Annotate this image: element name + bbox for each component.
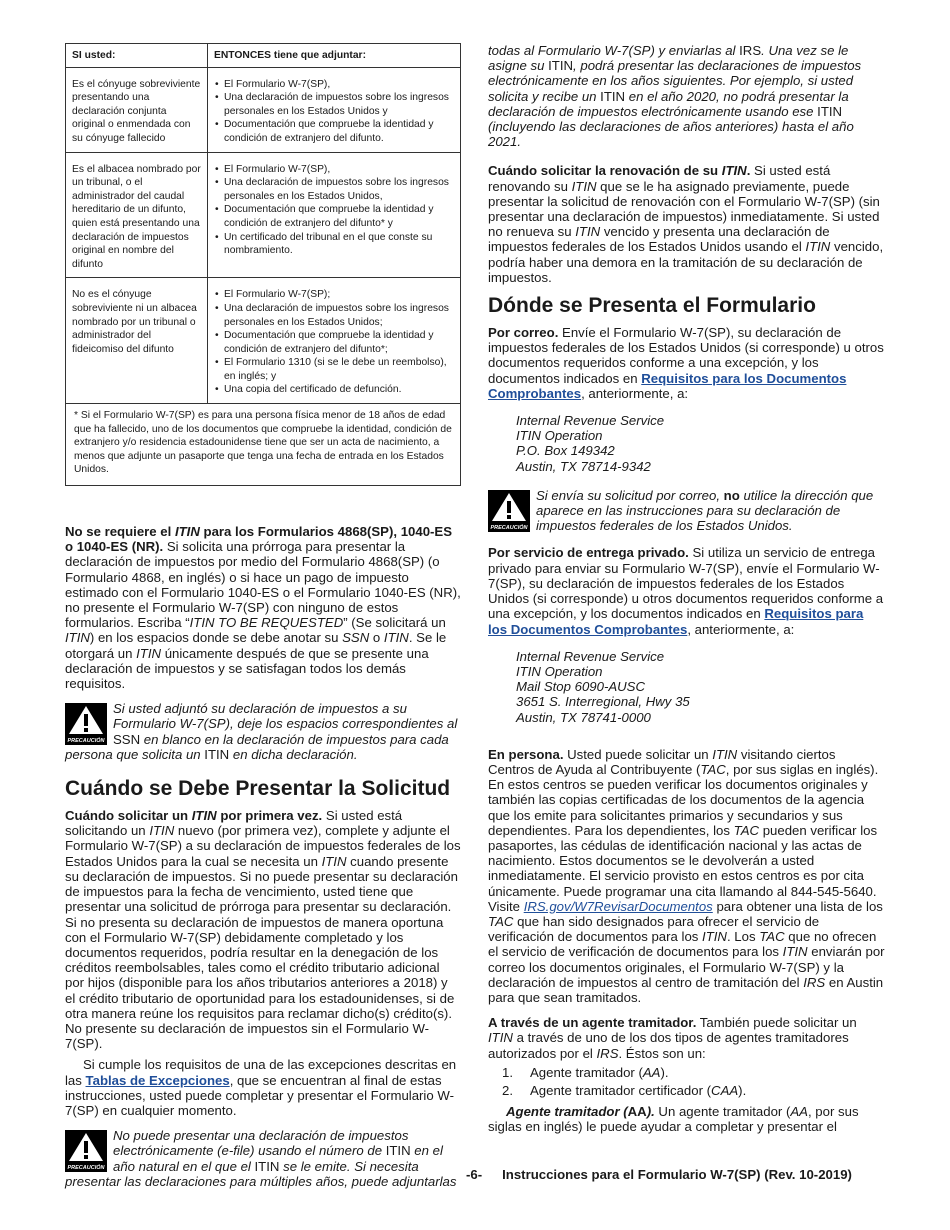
text-run: para obtener una lista de los [712,898,883,914]
text-run: Agente tramitador certificador ( [530,1082,712,1098]
text-run: Si utiliza un servicio de entrega privado para enviar su Formulario W-7(SP), envíe el Formulario W-7(SP), su declaración de impuestos federales de los Estados Unidos (si corresponde) u otros documentos requeridos conforme a una excepción, y los documentos indicados en [488,545,884,622]
text-run: IRS [596,1045,619,1061]
mailing-address [516,413,885,474]
run-heading [65,808,322,823]
list-item: • Una copia del certificado de defunción. [214,383,454,397]
text-run: pueden verificar los pasaportes, las cédulas de identificación nacional y las actas de nacimiento. Estos documentos se le devolverán a usted inmediatamente. El servicio provisto en estos centros es por cita únicamente. Puede programar una cita llamando al 844-545-5640. Visite [488,822,878,914]
table-row [66,67,461,152]
list-item [502,1065,885,1080]
list-item: • Documentación que compruebe la identidad y condición de extranjero del difunto* y [214,203,454,230]
paragraph-first-time [65,808,461,1051]
text-run: AA [790,1104,808,1120]
section-heading: Cuándo se Debe Presentar la Solicitud [65,777,451,801]
text-run: . Una vez se le asigne su [488,43,849,74]
text-run: enviarán por correo los documentos originales, el Formulario W-7(SP) y la declaración de impuestos al centro de tramitación del [488,944,885,990]
table-cell-items [208,152,461,278]
text-run: para los Formularios 4868(SP), 1040-ES o 1040-ES (NR). [65,524,453,555]
address-line: Austin, TX 78741-0000 [516,709,651,725]
caution-icon [65,703,107,745]
text-run: ) en los espacios donde se debe anotar su [89,630,343,646]
text-run: ” (Se solicitará un [343,615,446,631]
text-run: CAA [711,1082,739,1098]
text-run: ITIN [488,1030,513,1046]
text-run: TAC [488,913,514,929]
list-item: • Un certificado del tribunal en el que conste su nombramiento. [214,231,454,258]
run-heading [506,1104,655,1119]
paragraph-continued [488,43,885,149]
text-run: , anteriormente, a: [581,385,689,401]
delivery-address [516,649,885,725]
text-run: Si usted está solicitando un [65,808,403,839]
text-run: ITIN [174,524,200,540]
footer-title: Instrucciones para el Formulario W-7(SP) (Rev. 10-2019) [502,1167,852,1182]
text-run: También puede solicitar un [696,1015,857,1031]
exceptions-tables-link[interactable]: Tablas de Excepciones [85,1072,230,1088]
table-cell-condition: Es el cónyuge sobreviviente presentando una declaración conjunta original o enmendada con su cónyuge fallecido [66,67,208,152]
text-run: ITIN [254,1158,280,1174]
address-line: 3651 S. Interregional, Hwy 35 [516,694,690,710]
text-run: utilice la dirección que aparece en las instrucciones para su declaración de impuestos federales de los Estados Unidos. [536,487,874,534]
paragraph-in-person [488,747,885,1005]
text-run: , anteriormente, a: [687,621,795,637]
requirements-table [65,43,461,486]
table-header-row [66,44,461,68]
table-row [66,152,461,278]
list-number: 1. [502,1064,513,1080]
text-run: TAC [700,761,726,777]
text-run: AA [642,1064,661,1080]
text-run: ). [646,1104,655,1120]
table-cell-condition: No es el cónyuge sobreviviente ni un albacea nombrado por un tribunal o administrador del fideicomiso del difunto [66,278,208,404]
list-item: • Una declaración de impuestos sobre los ingresos personales en los Estados Unidos; [214,302,454,329]
address-line: ITIN Operation [516,428,603,444]
text-run: ITIN [149,823,175,839]
text-run: TAC [733,822,760,838]
run-heading: A través de un agente tramitador. [488,1015,697,1031]
text-run: ITIN [548,58,574,74]
list-number: 2. [502,1082,513,1098]
table-cell-condition: Es el albacea nombrado por un tribunal, o el administrador del caudal hereditario de un difunto, quien está presentando una declaración de impuestos original en nombre del difunto [66,152,208,278]
text-run: Cuándo solicitar la renovación de su [488,163,722,179]
list-item: • El Formulario W-7(SP); [214,288,454,302]
caution-icon [488,490,530,532]
table-cell-items [208,67,461,152]
text-run: en Austin para que sean tramitados. [488,974,884,1005]
text-run: se le emite. Si necesita presentar las declaraciones para múltiples años, puede adjuntarlas [65,1158,457,1189]
address-line: Austin, TX 78714-9342 [516,458,651,474]
run-heading: Por servicio de entrega privado. [488,545,689,561]
text-run: SSN [113,731,141,747]
text-run: ITIN [204,746,230,762]
paragraph-exceptions [65,1057,461,1118]
text-run: en el año natural en el que el [113,1143,443,1174]
text-run: , por sus siglas en inglés) le puede ayudar a completar y presentar el [488,1104,859,1135]
text-run: (incluyendo las declaraciones de años anteriores) hasta el año 2021. [488,119,854,150]
text-run: Agente tramitador ( [530,1064,643,1080]
caution-note [65,701,461,762]
text-run: por primera vez. [216,808,323,824]
paragraph-renewal [488,163,885,285]
caution-label: PRECAUCIÓN [67,738,105,745]
text-run: , podrá presentar las declaraciones de impuestos electrónicamente en los años siguientes. Por ejemplo, si usted solicita y recibe un [488,58,862,104]
list-item: • El Formulario 1310 (si se le debe un reembolso), en inglés; y [214,356,454,383]
caution-note [65,1128,461,1189]
text-run: ITIN [136,645,162,661]
caution-icon [65,1130,107,1172]
text-run: ITIN [383,630,409,646]
address-line: Internal Revenue Service [516,413,665,429]
list-item: • Una declaración de impuestos sobre los ingresos personales en los Estados Unidos, [214,176,454,203]
text-run: que han sido designados para ofrecer el servicio de verificación de documentos para los [488,913,820,945]
text-run: TAC [759,929,785,945]
text-run: . Éstos son un: [618,1045,706,1061]
text-run: ITIN [575,224,601,240]
page-number: -6- [466,1167,483,1182]
address-line: P.O. Box 149342 [516,443,615,459]
text-run: a través de uno de los dos tipos de agentes tramitadores autorizados por el [488,1030,849,1061]
text-run: únicamente después de que se presente una declaración de impuestos y se satisfagan todos los demás requisitos. [65,645,429,692]
paragraph-by-mail [488,325,885,401]
left-column [65,43,461,1189]
text-run: ITIN [702,929,727,945]
text-run: Si envía su solicitud por correo, [536,487,724,503]
text-run: IRS [803,974,826,990]
text-run: ITIN [321,853,347,869]
table-header: SI usted: [66,44,208,68]
list-item: • Documentación que compruebe la identidad y condición de extranjero del difunto. [214,118,454,145]
text-run: vencido y presenta una declaración de impuestos federales de los Estados Unidos usando el [488,224,830,255]
text-run: ITIN [782,944,808,960]
text-run: Si solicita una prórroga para presentar la declaración de impuestos por medio del Formulario 4868(SP) (o Formulario 4868, en inglés) o si hace un pago de impuesto estimado con el Formulario 1040-ES o el Formulario 1040-ES (NR), no presente el Formulario W-7(SP) con ninguno de estos formularios. Escriba “ [65,539,461,631]
text-run: nuevo (por primera vez), complete y adjunte el Formulario W-7(SP) a su declaración de impuestos federales de los Estados Unidos para la cual se necesita un [65,823,461,869]
list-item: • Una declaración de impuestos sobre los ingresos personales en los Estados Unidos y [214,91,454,118]
supporting-documents-link[interactable]: Requisitos para los Documentos Comprobantes [488,370,847,401]
text-run: SSN [342,630,370,646]
supporting-documents-link[interactable]: Requisitos para los Documentos Comprobantes [488,606,864,637]
text-run: ITIN [385,1143,411,1159]
text-run: , por sus siglas en inglés). En estos centros se pueden verificar los documentos originales y también las copias certificadas de los documentos de la agencia que los emite para solicitantes primarios y secundarios y sus dependientes. Para los dependientes, los [488,761,879,838]
run-heading [488,163,750,178]
text-run: ITIN [817,103,843,119]
text-run: Si usted adjuntó su declaración de impuestos a su Formulario W-7(SP), deje los espacios correspondientes al [113,701,458,732]
text-run: que se le ha asignado previamente, puede presentar la solicitud de renovación con el Formulario W-7(SP) (sin presentar una declaración de impuestos) inmediatamente. Si usted no renueva su [488,178,880,240]
list-item: • El Formulario W-7(SP), [214,163,454,177]
caution-note [488,488,885,534]
irs-review-documents-link[interactable]: IRS.gov/W7RevisarDocumentos [523,898,713,914]
section-heading: Dónde se Presenta el Formulario [488,294,816,318]
agent-types-list [502,1065,885,1098]
table-header: ENTONCES tiene que adjuntar: [208,44,461,68]
list-item [502,1083,885,1098]
text-run: ITIN [805,239,831,255]
text-run: ). [738,1082,747,1098]
address-line: ITIN Operation [516,663,603,679]
paragraph-aa [488,1104,885,1134]
text-run: ITIN [571,178,597,194]
text-run: todas al Formulario W-7(SP) y enviarlas al [488,43,740,58]
text-run: . [746,163,751,179]
text-run: Agente tramitador ( [506,1104,628,1120]
text-run: cuando presente su declaración de impuestos. Si no puede presentar su declaración de impuestos para la fecha de vencimiento, usted tiene que presentar una solicitud de prórroga para presentar su declaración. Si no presenta su declaración de impuestos de manera oportuna con el Formulario W-7(SP) debidamente completado y los documentos requeridos, podría resultar en la denegación de los créditos reembolsables, tales como el crédito tributario adicional por hijos (disponible para los años tributarios anteriores a 2018) y el crédito tributario de oportunidad para los estadounidenses, si de otra manera reúne los requisitos para reclamar dicho(s) crédito(s). No presente su declaración de impuestos sin el Formulario W-7(SP). [65,853,458,1052]
address-line: Internal Revenue Service [516,648,665,664]
text-run: en el año 2020, no podrá presentar la declaración de impuestos electrónicamente usando ese [488,88,849,119]
text-run: visitando ciertos Centros de Ayuda al Contribuyente ( [488,746,836,777]
text-run: Un agente tramitador ( [654,1104,791,1120]
text-run: ITIN [721,163,747,179]
text-run: en dicha declaración. [229,746,358,762]
text-run: ). [660,1064,669,1080]
text-run: , que se encuentran al final de estas instrucciones, usted puede completar y presentar el Formulario W-7(SP) en cualquier momento. [65,1072,454,1118]
list-item: • Documentación que compruebe la identidad y condición de extranjero del difunto*; [214,329,454,356]
text-run: Usted puede solicitar un [563,746,713,762]
run-heading: Por correo. [488,325,559,341]
text-run: o [369,630,384,646]
page-footer [466,1167,852,1182]
text-run: no [723,487,740,503]
text-run: Cuándo solicitar un [65,808,192,824]
text-run: Envíe el Formulario W-7(SP), su declaración de impuestos federales de los Estados Unidos (si corresponde) u otros documentos requeridos conforme a una excepción, y los documentos indicados en [488,325,884,386]
text-run: en blanco en la declaración de impuestos para cada persona que solicita un [65,731,449,762]
text-run: que no ofrecen el servicio de verificación de documentos para los [488,929,877,960]
text-run: No puede presentar una declaración de impuestos electrónicamente (e-file) usando el número de [113,1128,409,1159]
text-run: IRS [739,43,762,58]
text-run: ITIN [65,630,90,646]
caution-label: PRECAUCIÓN [67,1165,105,1172]
text-run: No se requiere el [65,524,175,540]
text-run: AA [627,1104,647,1120]
table-footnote-row [66,404,461,486]
text-run: vencido, podría haber una demora en la tramitación de su declaración de impuestos. [488,239,884,285]
table-row [66,278,461,404]
text-run: ITIN TO BE REQUESTED [189,615,344,631]
paragraph-private-delivery [488,545,885,636]
table-footnote: * Si el Formulario W-7(SP) es para una persona física menor de 18 años de edad que ha fallecido, uno de los documentos que compruebe la identidad, condición de extranjero y/o residencia estadounidense tiene que ser un acta de nacimiento, a menos que adjunte un pasaporte que tenga una fecha de entrada en los Estados Unidos. [66,404,461,486]
text-run: Si cumple los requisitos de una de las excepciones descritas en las [65,1057,457,1088]
paragraph-itin-not-required [65,524,461,691]
list-item: • El Formulario W-7(SP), [214,78,454,92]
right-column [488,43,885,1135]
table-cell-items [208,278,461,404]
text-run: ITIN [712,746,738,762]
caution-label: PRECAUCIÓN [490,524,528,531]
paragraph-acceptance-agent [488,1015,885,1061]
text-run: Si usted está renovando su [488,163,831,194]
text-run: ITIN [191,808,217,824]
run-heading: En persona. [488,746,564,762]
text-run: . Se le otorgará un [65,630,447,661]
text-run: . Los [726,929,760,945]
text-run: ITIN [600,88,626,104]
address-line: Mail Stop 6090-AUSC [516,679,646,695]
